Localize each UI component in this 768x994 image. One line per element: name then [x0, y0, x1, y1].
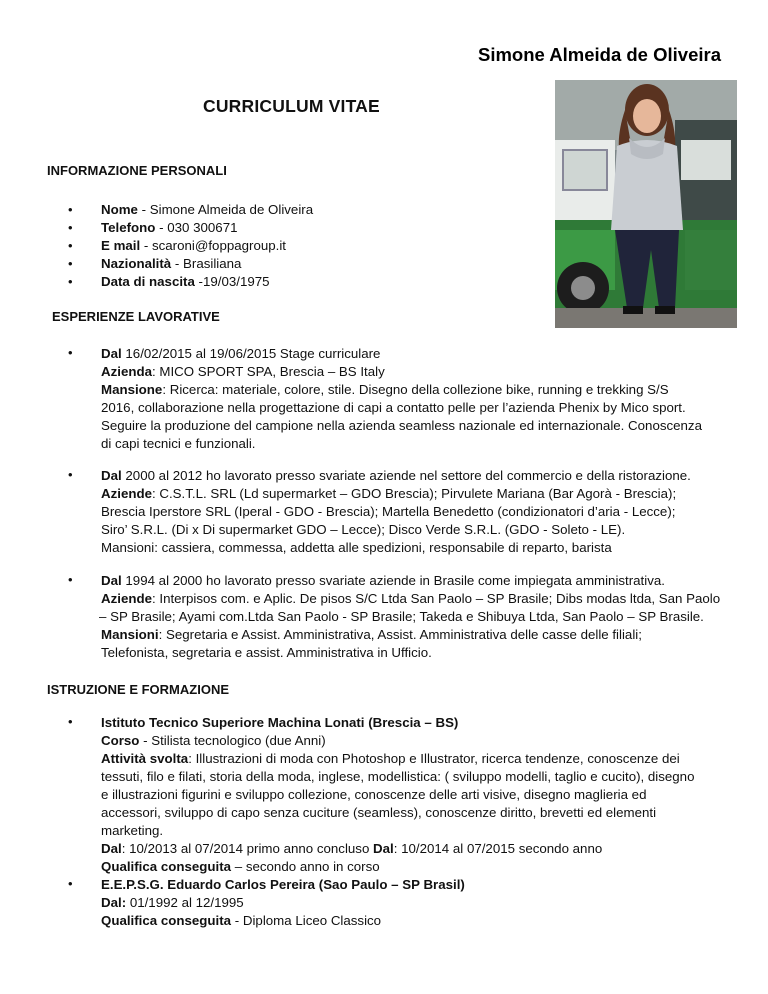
field-label: E mail	[101, 238, 141, 253]
list-item	[68, 273, 313, 291]
section-heading-experience: ESPERIENZE LAVORATIVE	[52, 309, 220, 324]
text: tessuti, filo e filati, storia della moda, inglese, modellistica: ( sviluppo modelli, taglio e cucito), disegno	[101, 769, 695, 784]
text: : 10/2013 al 07/2014 primo anno concluso	[121, 841, 374, 856]
text: : Ricerca: materiale, colore, stile. Disegno della collezione bike, running e trekking S/S	[162, 382, 669, 397]
text: – secondo anno in corso	[231, 859, 380, 874]
text: accessori, sviluppo di capo senza cuciture (seamless), conoscenze diritto, brevetti ed elementi	[101, 805, 657, 820]
text: 01/1992 al 12/1995	[126, 895, 244, 910]
bullet-icon: •	[68, 220, 73, 235]
text: 2000 al 2012 ho lavorato presso svariate aziende nel settore del commercio e della ristorazione.	[121, 468, 691, 483]
label: Aziende	[101, 591, 152, 606]
text: Seguire la produzione del campione nella azienda seamless nazionale ed internazionale. Conoscenza	[101, 418, 702, 433]
text: : Illustrazioni di moda con Photoshop e Illustrator, ricerca tendenze, conoscenze dei	[188, 751, 680, 766]
school-name: Istituto Tecnico Superiore Machina Lonati (Brescia – BS)	[101, 715, 459, 730]
label: Attività svolta	[101, 751, 189, 766]
field-value: - Simone Almeida de Oliveira	[137, 202, 314, 217]
bullet-icon: •	[68, 256, 73, 271]
field-label: Nazionalità	[101, 256, 172, 271]
section-heading-education: ISTRUZIONE E FORMAZIONE	[47, 682, 229, 697]
list-item	[68, 467, 691, 557]
field-value: - 030 300671	[155, 220, 238, 235]
label: Dal	[101, 468, 122, 483]
field-value: - scaroni@foppagroup.it	[140, 238, 286, 253]
text: Siro’ S.R.L. (Di x Di supermarket GDO – Lecce); Disco Verde S.R.L. (GDO - Soleto - LE).	[101, 522, 626, 537]
label: Dal	[101, 573, 122, 588]
text: : Segretaria e Assist. Amministrativa, Assist. Amministrativa delle casse delle filiali;	[158, 627, 642, 642]
list-item	[68, 714, 695, 876]
job-entry	[68, 345, 702, 453]
bullet-icon: •	[68, 202, 73, 217]
label: Azienda	[101, 364, 152, 379]
label: Dal	[101, 346, 122, 361]
list-item	[68, 345, 702, 453]
text: Telefonista, segretaria e assist. Amministrativa in Ufficio.	[101, 645, 432, 660]
candidate-name: Simone Almeida de Oliveira	[478, 44, 721, 65]
text: - Diploma Liceo Classico	[231, 913, 382, 928]
field-label: Data di nascita	[101, 274, 195, 289]
bullet-icon: •	[68, 572, 73, 587]
text: e illustrazioni figurini e sviluppo collezione, conoscenze delle arti visive, disegno maglieria ed	[101, 787, 647, 802]
field-label: Nome	[101, 202, 138, 217]
text: : C.S.T.L. SRL (Ld supermarket – GDO Brescia); Pirvulete Mariana (Bar Agorà - Brescia);	[151, 486, 677, 501]
bullet-icon: •	[68, 467, 73, 482]
text: 2016, collaborazione nella progettazione di capi a contatto pelle per l’azienda Phenix by Mico sport.	[101, 400, 686, 415]
text: - Stilista tecnologico (due Anni)	[139, 733, 326, 748]
label: Aziende	[101, 486, 152, 501]
label: Dal	[373, 841, 394, 856]
text: Mansioni: cassiera, commessa, addetta alle spedizioni, responsabile di reparto, barista	[101, 540, 612, 555]
bullet-icon: •	[68, 238, 73, 253]
field-value: - Brasiliana	[171, 256, 242, 271]
text: Brescia Iperstore SRL (Iperal - GDO - Brescia); Martella Benedetto (condizionatori d’aria - Lecce);	[101, 504, 676, 519]
list-item	[68, 219, 313, 237]
bullet-icon: •	[68, 274, 73, 289]
label: Corso	[101, 733, 140, 748]
bullet-icon: •	[68, 345, 73, 360]
label: Dal	[101, 841, 122, 856]
job-entry	[68, 572, 721, 662]
bullet-icon: •	[68, 714, 73, 729]
list-item	[68, 876, 694, 930]
school-name: E.E.P.S.G. Eduardo Carlos Pereira (Sao Paulo – SP Brasil)	[101, 877, 465, 892]
text: 1994 al 2000 ho lavorato presso svariate aziende in Brasile come impiegata amministrativa.	[121, 573, 665, 588]
text: : MICO SPORT SPA, Brescia – BS Italy	[151, 364, 385, 379]
label: Dal:	[101, 895, 127, 910]
field-label: Telefono	[101, 220, 156, 235]
text: 16/02/2015 al 19/06/2015 Stage curriculare	[121, 346, 381, 361]
list-item	[68, 255, 313, 273]
text: marketing.	[101, 823, 164, 838]
text: : 10/2014 al 07/2015 secondo anno	[393, 841, 603, 856]
text: – SP Brasile; Ayami com.Ltda San Paolo - SP Brasile; Takeda e Shibuya Ltda, San Paolo – SP Brasile.	[99, 609, 704, 624]
job-entry	[68, 467, 691, 557]
text: : Interpisos com. e Aplic. De pisos S/C Ltda San Paolo – SP Brasile; Dibs modas ltda, San Paolo	[151, 591, 721, 606]
list-item	[68, 572, 721, 662]
label: Qualifica conseguita	[101, 859, 232, 874]
profile-photo-image	[555, 80, 737, 328]
personal-info-list	[68, 201, 314, 291]
field-value: -19/03/1975	[194, 274, 270, 289]
list-item	[68, 237, 313, 255]
label: Qualifica conseguita	[101, 913, 232, 928]
profile-photo	[555, 80, 737, 328]
section-heading-personal: INFORMAZIONE PERSONALI	[47, 163, 227, 178]
text: di capi tecnici e funzionali.	[101, 436, 256, 451]
label: Mansioni	[101, 627, 159, 642]
bullet-icon: •	[68, 876, 73, 891]
document-title: CURRICULUM VITAE	[203, 96, 380, 116]
education-entry	[68, 714, 695, 930]
list-item	[68, 201, 314, 219]
label: Mansione	[101, 382, 163, 397]
